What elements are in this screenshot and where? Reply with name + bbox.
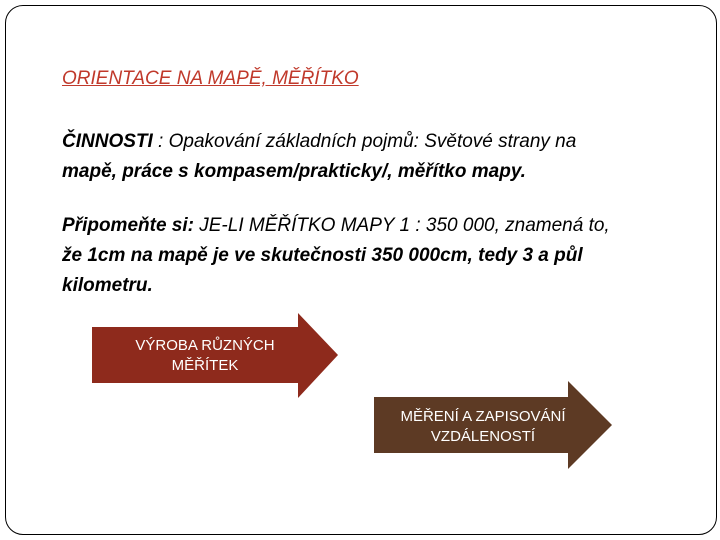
- arrow-shape-1: [92, 313, 338, 398]
- reminder-label: Připomeňte si:: [62, 215, 194, 236]
- reminder-line-1: [62, 211, 610, 241]
- activities-text-1: : Opakování základních pojmů: Světové strany na: [152, 131, 577, 152]
- arrow-1-label: [96, 336, 314, 376]
- reminder-line-2: že 1cm na mapě je ve skutečnosti 350 000cm, tedy 3 a půl: [62, 245, 583, 266]
- activities-line-2: mapě, práce s kompasem/prakticky/, měřítko mapy.: [62, 161, 526, 182]
- arrow-2-label: [374, 407, 592, 447]
- activities-paragraph: [62, 127, 576, 187]
- activities-line-1: [62, 127, 576, 157]
- reminder-text-1: JE-LI MĚŘÍTKO MAPY 1 : 350 000, znamená to,: [193, 215, 610, 236]
- reminder-line-3: kilometru.: [62, 275, 153, 296]
- arrow-2-label-line-2: VZDÁLENOSTÍ: [430, 428, 536, 445]
- slide-title: ORIENTACE NA MAPĚ, MĚŘÍTKO: [62, 68, 359, 89]
- arrow-shape-2: [374, 381, 612, 469]
- arrow-1-label-line-1: VÝROBA RŮZNÝCH: [135, 337, 275, 354]
- arrow-2-label-line-1: MĚŘENÍ A ZAPISOVÁNÍ: [400, 408, 566, 425]
- activities-label: ČINNOSTI: [62, 131, 153, 152]
- reminder-paragraph: [62, 211, 610, 301]
- slide-frame: [5, 5, 717, 535]
- arrow-1-label-line-2: MĚŘÍTEK: [171, 357, 239, 374]
